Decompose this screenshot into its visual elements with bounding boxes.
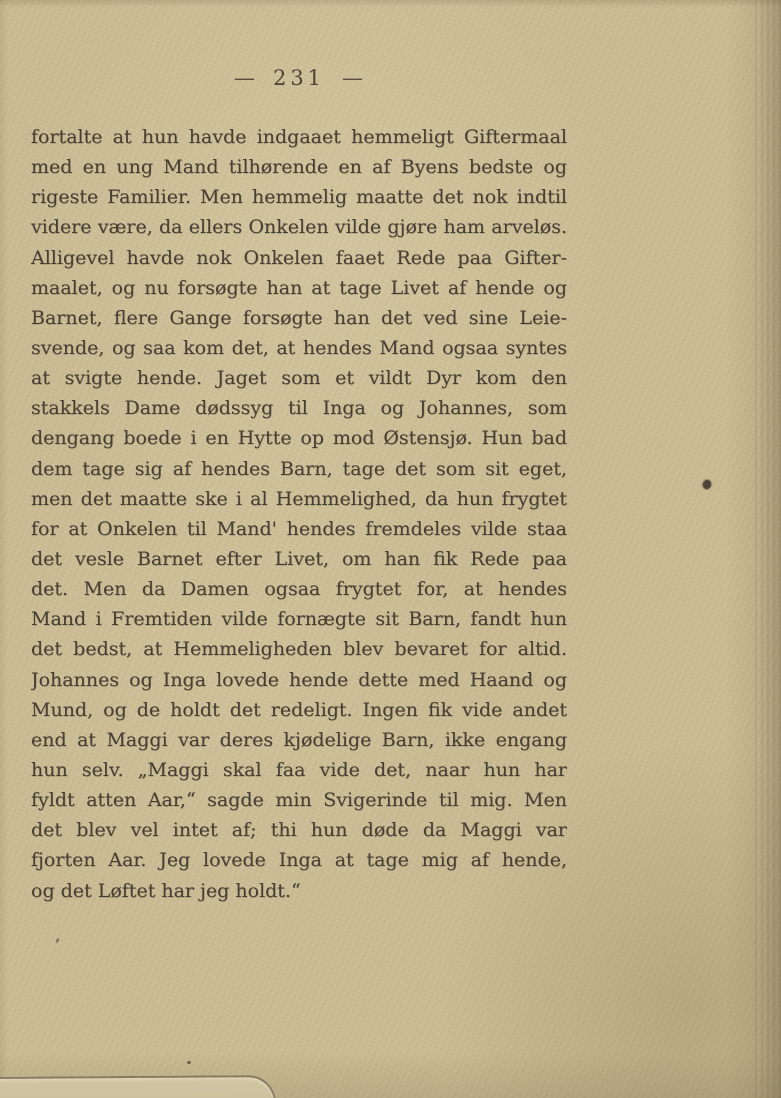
page-header — [31, 66, 567, 90]
text-line: end at Maggi var deres kjødelige Barn, ikke engang — [31, 728, 567, 751]
text-line: svende, og saa kom det, at hendes Mand ogsaa syntes — [31, 336, 567, 359]
text-line: Mand i Fremtiden vilde fornægte sit Barn, fandt hun — [31, 608, 567, 631]
text-line: og det Løftet har jeg holdt.“ — [31, 879, 301, 902]
header-dash-left: — — [233, 66, 256, 90]
page-edge-shading — [755, 0, 781, 1098]
text-line: at svigte hende. Jaget som et vildt Dyr kom den — [31, 367, 567, 390]
text-line: men det maatte ske i al Hemmelighed, da hun frygtet — [31, 487, 567, 510]
text-line: for at Onkelen til Mand' hendes fremdeles vilde staa — [31, 517, 567, 540]
text-line: stakkels Dame dødssyg til Inga og Johannes, som — [31, 397, 567, 420]
text-line: med en ung Mand tilhørende en af Byens bedste og — [31, 156, 567, 179]
text-line: maalet, og nu forsøgte han at tage Livet af hende og — [31, 276, 567, 299]
ink-speck — [55, 938, 60, 944]
ink-speck — [702, 479, 713, 490]
text-line: dem tage sig af hendes Barn, tage det som sit eget, — [31, 457, 567, 480]
text-line: Barnet, flere Gange forsøgte han det ved sine Leie- — [31, 306, 567, 329]
page-number: 231 — [272, 66, 326, 90]
underlying-page-corner — [0, 1075, 276, 1098]
header-dash-right: — — [342, 66, 365, 90]
body-text — [31, 122, 567, 906]
text-line: Alligevel havde nok Onkelen faaet Rede paa Gifter- — [31, 246, 567, 269]
ink-speck — [187, 1061, 191, 1064]
text-line: dengang boede i en Hytte op mod Østensjø. Hun bad — [31, 427, 567, 450]
text-line: det. Men da Damen ogsaa frygtet for, at hendes — [31, 578, 567, 601]
text-line: det vesle Barnet efter Livet, om han fik Rede paa — [31, 547, 567, 570]
text-line: Johannes og Inga lovede hende dette med Haand og — [31, 668, 567, 691]
text-line: videre være, da ellers Onkelen vilde gjøre ham arveløs. — [31, 216, 567, 239]
text-line: fjorten Aar. Jeg lovede Inga at tage mig af hende, — [31, 849, 567, 872]
text-line: Mund, og de holdt det redeligt. Ingen fik vide andet — [31, 698, 567, 721]
text-line: rigeste Familier. Men hemmelig maatte det nok indtil — [31, 186, 567, 209]
text-line: det bedst, at Hemmeligheden blev bevaret for altid. — [31, 638, 567, 661]
text-line: fortalte at hun havde indgaaet hemmeligt Giftermaal — [31, 126, 567, 148]
text-line: fyldt atten Aar,“ sagde min Svigerinde til mig. Men — [31, 789, 567, 812]
text-line: det blev vel intet af; thi hun døde da Maggi var — [31, 819, 567, 842]
text-line: hun selv. „Maggi skal faa vide det, naar hun har — [31, 758, 567, 781]
